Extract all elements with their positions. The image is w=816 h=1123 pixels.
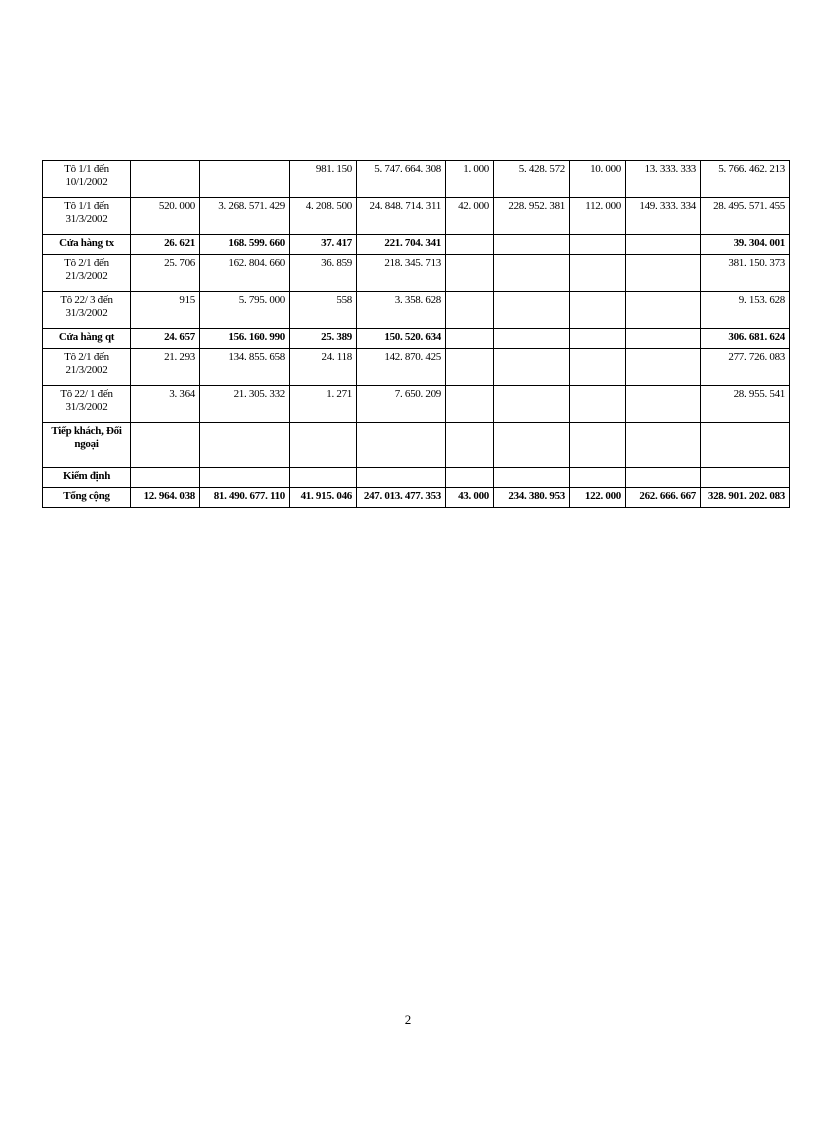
table-row-subtotal (43, 235, 790, 255)
table-cell: 306. 681. 624 (701, 329, 790, 349)
table-cell (290, 423, 357, 468)
table-cell: 262. 666. 667 (626, 488, 701, 508)
table-cell: 1. 000 (446, 161, 494, 198)
table-cell: 24. 118 (290, 349, 357, 386)
table-cell: 25. 389 (290, 329, 357, 349)
table-cell: 134. 855. 658 (200, 349, 290, 386)
row-label: Cửa hàng tx (43, 235, 131, 255)
row-label: Tô 2/1 đến 21/3/2002 (43, 349, 131, 386)
row-label: Cửa hàng qt (43, 329, 131, 349)
table-cell: 520. 000 (131, 198, 200, 235)
table-cell (446, 255, 494, 292)
table-cell (570, 423, 626, 468)
table-cell: 3. 358. 628 (357, 292, 446, 329)
page-number: 2 (404, 1012, 412, 1027)
table-cell: 247. 013. 477. 353 (357, 488, 446, 508)
table-cell (570, 235, 626, 255)
table-cell (626, 349, 701, 386)
table-cell: 5. 766. 462. 213 (701, 161, 790, 198)
table-cell (131, 423, 200, 468)
table-cell: 81. 490. 677. 110 (200, 488, 290, 508)
table-cell: 9. 153. 628 (701, 292, 790, 329)
table-cell (494, 292, 570, 329)
table-cell (200, 423, 290, 468)
table-cell (446, 423, 494, 468)
table-cell (131, 161, 200, 198)
table-cell: 122. 000 (570, 488, 626, 508)
table-cell (446, 329, 494, 349)
table-cell: 915 (131, 292, 200, 329)
table-cell (701, 423, 790, 468)
table-cell: 37. 417 (290, 235, 357, 255)
table-cell (357, 468, 446, 488)
table-cell (570, 386, 626, 423)
table-cell: 13. 333. 333 (626, 161, 701, 198)
table-cell (626, 468, 701, 488)
table-cell: 558 (290, 292, 357, 329)
table-row-subtotal (43, 329, 790, 349)
table-cell (200, 161, 290, 198)
table-cell (357, 423, 446, 468)
table-cell (494, 349, 570, 386)
table-cell: 142. 870. 425 (357, 349, 446, 386)
table-cell: 5. 428. 572 (494, 161, 570, 198)
table-cell (494, 235, 570, 255)
row-label: Tô 1/1 đến 10/1/2002 (43, 161, 131, 198)
table-cell: 7. 650. 209 (357, 386, 446, 423)
table-row (43, 255, 790, 292)
table-cell (494, 386, 570, 423)
table-cell: 168. 599. 660 (200, 235, 290, 255)
table-cell: 5. 747. 664. 308 (357, 161, 446, 198)
table-cell (626, 386, 701, 423)
table-cell: 28. 955. 541 (701, 386, 790, 423)
table-cell (570, 329, 626, 349)
table-cell: 228. 952. 381 (494, 198, 570, 235)
table-cell: 12. 964. 038 (131, 488, 200, 508)
table-row (43, 292, 790, 329)
table-cell: 221. 704. 341 (357, 235, 446, 255)
table-cell (626, 235, 701, 255)
table-cell: 39. 304. 001 (701, 235, 790, 255)
table-cell (494, 423, 570, 468)
table-cell: 24. 848. 714. 311 (357, 198, 446, 235)
row-label: Tô 22/ 1 đến 31/3/2002 (43, 386, 131, 423)
table-cell: 156. 160. 990 (200, 329, 290, 349)
table-cell: 41. 915. 046 (290, 488, 357, 508)
table-row-subtotal (43, 468, 790, 488)
table-cell (446, 235, 494, 255)
row-label: Tổng cộng (43, 488, 131, 508)
table-cell: 381. 150. 373 (701, 255, 790, 292)
table-cell: 21. 293 (131, 349, 200, 386)
table-cell: 277. 726. 083 (701, 349, 790, 386)
table-cell: 150. 520. 634 (357, 329, 446, 349)
table-cell: 1. 271 (290, 386, 357, 423)
table-cell (290, 468, 357, 488)
table-cell (626, 329, 701, 349)
table-cell: 149. 333. 334 (626, 198, 701, 235)
table-cell: 5. 795. 000 (200, 292, 290, 329)
table-cell (626, 292, 701, 329)
table-cell (446, 292, 494, 329)
table-cell: 43. 000 (446, 488, 494, 508)
row-label: Tô 22/ 3 đến 31/3/2002 (43, 292, 131, 329)
table-cell: 234. 380. 953 (494, 488, 570, 508)
table-cell (701, 468, 790, 488)
table-cell: 42. 000 (446, 198, 494, 235)
table-cell (626, 423, 701, 468)
row-label: Tô 1/1 đến 31/3/2002 (43, 198, 131, 235)
table-cell (570, 468, 626, 488)
table-cell: 218. 345. 713 (357, 255, 446, 292)
table-cell (494, 468, 570, 488)
row-label: Tô 2/1 đến 21/3/2002 (43, 255, 131, 292)
table-cell (626, 255, 701, 292)
table-cell (494, 329, 570, 349)
table-cell: 3. 364 (131, 386, 200, 423)
table-cell (446, 386, 494, 423)
table-cell (200, 468, 290, 488)
table-cell: 10. 000 (570, 161, 626, 198)
report-table (42, 160, 790, 508)
table-cell: 112. 000 (570, 198, 626, 235)
table-row (43, 161, 790, 198)
table-cell: 981. 150 (290, 161, 357, 198)
table-row (43, 198, 790, 235)
table-cell: 26. 621 (131, 235, 200, 255)
table-cell (446, 349, 494, 386)
table-cell: 28. 495. 571. 455 (701, 198, 790, 235)
table-row-total (43, 488, 790, 508)
table-cell: 25. 706 (131, 255, 200, 292)
table-cell: 4. 208. 500 (290, 198, 357, 235)
row-label: Kiểm định (43, 468, 131, 488)
table-row (43, 349, 790, 386)
table-cell (570, 255, 626, 292)
row-label: Tiếp khách, Đối ngoại (43, 423, 131, 468)
table-cell: 24. 657 (131, 329, 200, 349)
table-cell: 36. 859 (290, 255, 357, 292)
table-cell: 21. 305. 332 (200, 386, 290, 423)
table-cell: 328. 901. 202. 083 (701, 488, 790, 508)
table-row-subtotal (43, 423, 790, 468)
table-row (43, 386, 790, 423)
table-cell (494, 255, 570, 292)
table-cell (131, 468, 200, 488)
table-cell (570, 349, 626, 386)
table-cell (570, 292, 626, 329)
table-cell: 3. 268. 571. 429 (200, 198, 290, 235)
table-cell (446, 468, 494, 488)
table-cell: 162. 804. 660 (200, 255, 290, 292)
